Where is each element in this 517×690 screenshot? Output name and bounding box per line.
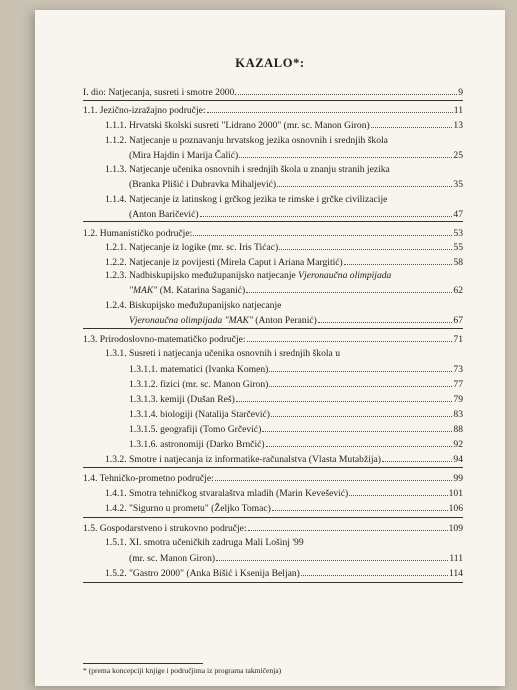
toc-entry-1-1-4-cont: (Anton Baričević) 47 xyxy=(129,209,463,220)
section-divider xyxy=(83,328,463,329)
toc-entry-1-2-3: 1.2.3. Nadbiskupijsko međužupanijsko natjecanje Vjeronaučna olimpijada xyxy=(105,270,392,281)
section-divider xyxy=(83,221,463,222)
footnote: * (prema koncepciji knjige i područjima iz programa takmičenja) xyxy=(83,666,282,675)
toc-entry-1-2-3-cont: "MAK" (M. Katarina Saganić) 62 xyxy=(129,285,463,296)
toc-section-1-1: 1.1. Jezično-izražajno područje: 11 xyxy=(83,105,463,116)
toc-entry-1-1-3: 1.1.3. Natjecanje učenika osnovnih i srednjih škola u znanju stranih jezika xyxy=(105,164,390,175)
toc-entry-1-3-2: 1.3.2. Smotre i natjecanja iz informatike-računalstva (Vlasta Mutabžija) 94 xyxy=(105,454,463,465)
toc-entry-1-5-1: 1.5.1. XI. smotra učeničkih zadruga Mali Lošinj '99 xyxy=(105,537,304,548)
page-title: KAZALO*: xyxy=(235,56,305,70)
section-divider xyxy=(83,467,463,468)
toc-entry-1-2-4: 1.2.4. Biskupijsko međužupanijsko natjecanje xyxy=(105,300,282,311)
footnote-rule xyxy=(83,663,203,664)
toc-entry-1-4-2: 1.4.2. "Sigurno u prometu" (Željko Tomac) 106 xyxy=(105,503,463,514)
toc-entry-1-5-2: 1.5.2. "Gastro 2000" (Anka Bišić i Ksenija Beljan) 114 xyxy=(105,568,463,579)
toc-entry-1-3-1-1: 1.3.1.1. matematici (Ivanka Komen) 73 xyxy=(129,364,463,375)
section-divider xyxy=(83,582,463,583)
toc-section-1-3: 1.3. Prirodoslovno-matematičko područje: 71 xyxy=(83,334,463,345)
toc-entry-1-2-1: 1.2.1. Natjecanje iz logike (mr. sc. Iris Tićac) 55 xyxy=(105,242,463,253)
toc-entry-1-3-1: 1.3.1. Susreti i natjecanja učenika osnovnih i srednjih škola u xyxy=(105,348,341,359)
toc-entry-1-3-1-4: 1.3.1.4. biologiji (Natalija Starčević) 83 xyxy=(129,409,463,420)
toc-entry-1-2-2: 1.2.2. Natjecanje iz povijesti (Mirela Caput i Ariana Margitić) 58 xyxy=(105,257,463,268)
toc-entry-1-1-2: 1.1.2. Natjecanje u poznavanju hrvatskog jezika osnovnih i srednjih škola xyxy=(105,135,388,146)
toc-entry-1-3-1-3: 1.3.1.3. kemiji (Dušan Reš) 79 xyxy=(129,394,463,405)
toc-section-1-5: 1.5. Gospodarstveno i strukovno područje: 109 xyxy=(83,523,463,534)
toc-entry-1-1-4: 1.1.4. Natjecanje iz latinskog i grčkog jezika te rimske i grčke civilizacije xyxy=(105,194,388,205)
toc-section-1-4: 1.4. Tehničko-prometno područje: 99 xyxy=(83,473,463,484)
toc-entry-1-5-1-cont: (mr. sc. Manon Giron) 111 xyxy=(129,553,463,564)
toc-entry-1-2-4-cont: Vjeronaučna olimpijada "MAK" (Anton Peranić) 67 xyxy=(129,315,463,326)
toc-entry-1-4-1: 1.4.1. Smotra tehničkog stvaralaštva mladih (Marin Kevešević) 101 xyxy=(105,488,463,499)
toc-section-1-2: 1.2. Humanističko područje: 53 xyxy=(83,228,463,239)
toc-entry-1-1-1: 1.1.1. Hrvatski školski susreti "Lidrano 2000" (mr. sc. Manon Giron) 13 xyxy=(105,120,463,131)
toc-entry-1-1-2-cont: (Mira Hajdin i Marija Čalić) 25 xyxy=(129,150,463,161)
book-page xyxy=(35,10,505,686)
toc-entry-1-3-1-5: 1.3.1.5. geografiji (Tomo Grčević) 88 xyxy=(129,424,463,435)
toc-entry-1-3-1-6: 1.3.1.6. astronomiji (Darko Brnčić) 92 xyxy=(129,439,463,450)
section-divider xyxy=(83,517,463,518)
toc-part-1: I. dio: Natjecanja, susreti i smotre 2000. 9 xyxy=(83,87,463,98)
toc-entry-1-1-3-cont: (Branka Plišić i Dubravka Mihaljević) 35 xyxy=(129,179,463,190)
toc-entry-1-3-1-2: 1.3.1.2. fizici (mr. sc. Manon Giron) 77 xyxy=(129,379,463,390)
section-divider xyxy=(83,100,463,101)
